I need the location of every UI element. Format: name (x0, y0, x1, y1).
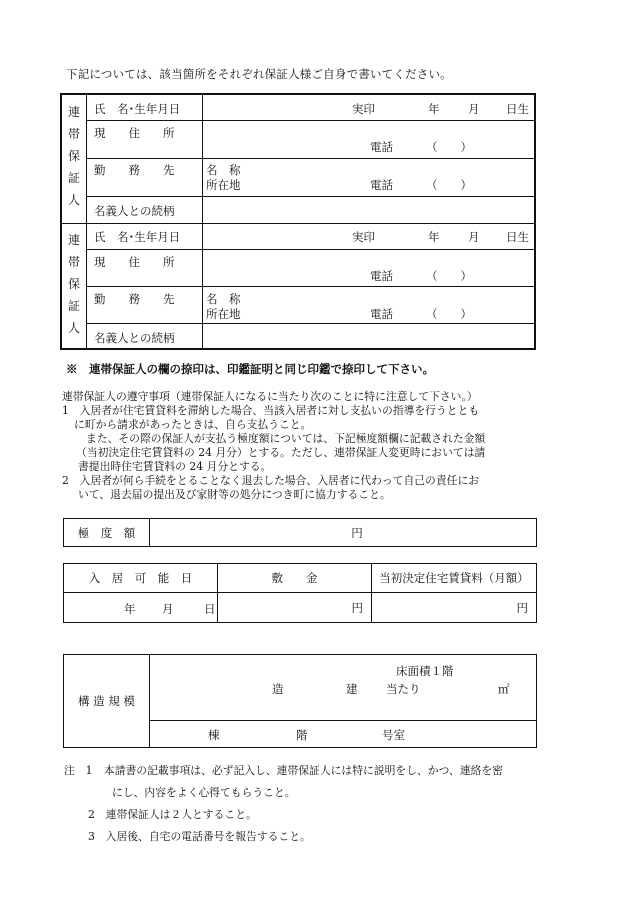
ken-label: 建 (346, 682, 358, 696)
move-in-day: 日 (204, 602, 216, 616)
structure-table (63, 654, 537, 748)
guarantor-box (60, 93, 536, 350)
g1-workplace-label: 勤 務 先 (94, 163, 175, 177)
limit-table (63, 518, 537, 547)
structure-label: 構 造 規 模 (64, 655, 150, 748)
rule-2-line-a: 2 入居者が何ら手続をとることなく退去した場合、入居者に代わって自己の責任にお (62, 474, 480, 487)
note-3: 3 入居後、自宅の電話番号を報告すること。 (88, 830, 311, 843)
tou-label: 棟 (208, 728, 220, 742)
move-in-table (63, 563, 537, 623)
floor-area-label: 床面積１階 (396, 664, 454, 678)
g2-company-address: 所在地 (206, 307, 241, 321)
limit-value[interactable]: 円 (150, 519, 537, 547)
note-1-line-b: にし、内容をよく心得てもらうこと。 (112, 786, 296, 799)
seal-warning: ※ 連帯保証人の欄の捺印は、印鑑証明と同じ印鑑で捺印して下さい。 (66, 362, 434, 376)
per-label: 当たり (386, 682, 421, 696)
rule-1-line-c: また、その際の保証人が支払う極度額については、下記極度額欄に記載された金額 (86, 432, 486, 445)
rule-1-line-d: （当初決定住宅賃貸料の 24 月分）とする。ただし、連帯保証人変更時においては請 (76, 446, 486, 459)
move-in-month: 月 (162, 602, 174, 616)
move-in-year: 年 (124, 602, 136, 616)
rent-label: 当初決定住宅賃貸料（月額） (372, 564, 537, 593)
g2-address-paren: （ ） (426, 269, 472, 283)
g2-seal-label: 実印 (352, 230, 375, 244)
limit-label: 極 度 額 (64, 519, 150, 547)
notes (64, 760, 503, 848)
rent-value[interactable]: 円 (372, 593, 537, 623)
intro-text: 下記については、該当箇所をそれぞれ保証人様ご自身で書いてください。 (66, 67, 452, 81)
g1-address-label: 現 住 所 (94, 126, 175, 140)
g2-workplace-label: 勤 務 先 (94, 292, 175, 306)
deposit-label: 敷 金 (218, 564, 372, 593)
rule-2-line-b: いて、退去届の提出及び家財等の処分につき町に協力すること。 (78, 488, 391, 501)
guarantor-1-title: 連 帯 保 証 人 (67, 105, 80, 207)
g1-name-label: 氏 名･生年月日 (94, 102, 181, 116)
note-1-line-a: 本請書の記載事項は、必ず記入し、連帯保証人には特に説明をし、かつ、連絡を密 (103, 764, 503, 777)
g1-seal-label: 実印 (352, 102, 375, 116)
g2-relation-label: 名義人との続柄 (94, 331, 175, 345)
rules-heading: 連帯保証人の遵守事項（連帯保証人になるに当たり次のことに特に注意して下さい。） (62, 390, 478, 403)
g2-work-phone: 電話 (370, 307, 393, 321)
g2-company-name: 名 称 (206, 292, 241, 306)
guarantor-rules (62, 390, 546, 502)
kai-label: 階 (296, 728, 308, 742)
rule-1-line-b: に町から請求があったときは、自ら支払うこと。 (74, 418, 312, 431)
g1-company-address: 所在地 (206, 178, 241, 192)
g1-address-phone: 電話 (370, 140, 393, 154)
g2-work-paren: （ ） (426, 307, 472, 321)
rule-1-line-a: 1 入居者が住宅賃貸料を滞納した場合、当該入居者に対し支払いの指導を行うととも (62, 404, 480, 417)
note-2: 2 連帯保証人は２人とすること。 (88, 808, 257, 821)
g1-relation-label: 名義人との続柄 (94, 204, 175, 218)
structure-detail[interactable] (150, 655, 537, 721)
sqm-label: ㎡ (498, 682, 510, 696)
g2-name-label: 氏 名･生年月日 (94, 230, 181, 244)
gou-label: 号室 (382, 728, 405, 742)
g2-address-label: 現 住 所 (94, 255, 175, 269)
note-prefix: 注 1 (64, 764, 93, 777)
g1-work-phone: 電話 (370, 178, 393, 192)
guarantor-2-title: 連 帯 保 証 人 (67, 233, 80, 335)
rule-1-line-e: 書提出時住宅賃貸料の 24 月分とする。 (78, 460, 272, 473)
g1-company-name: 名 称 (206, 163, 241, 177)
g2-day: 日生 (506, 230, 529, 244)
g1-work-paren: （ ） (426, 178, 472, 192)
g1-month: 月 (468, 102, 480, 116)
note-1 (64, 760, 503, 782)
g2-month: 月 (468, 230, 480, 244)
g1-day: 日生 (506, 102, 529, 116)
move-in-date-value[interactable] (64, 593, 218, 623)
deposit-value[interactable]: 円 (218, 593, 372, 623)
zou-label: 造 (272, 682, 284, 696)
g2-address-phone: 電話 (370, 269, 393, 283)
g1-year: 年 (428, 102, 440, 116)
structure-unit[interactable] (150, 721, 537, 748)
g2-year: 年 (428, 230, 440, 244)
g1-address-paren: （ ） (426, 140, 472, 154)
move-in-date-label: 入 居 可 能 日 (64, 564, 218, 593)
